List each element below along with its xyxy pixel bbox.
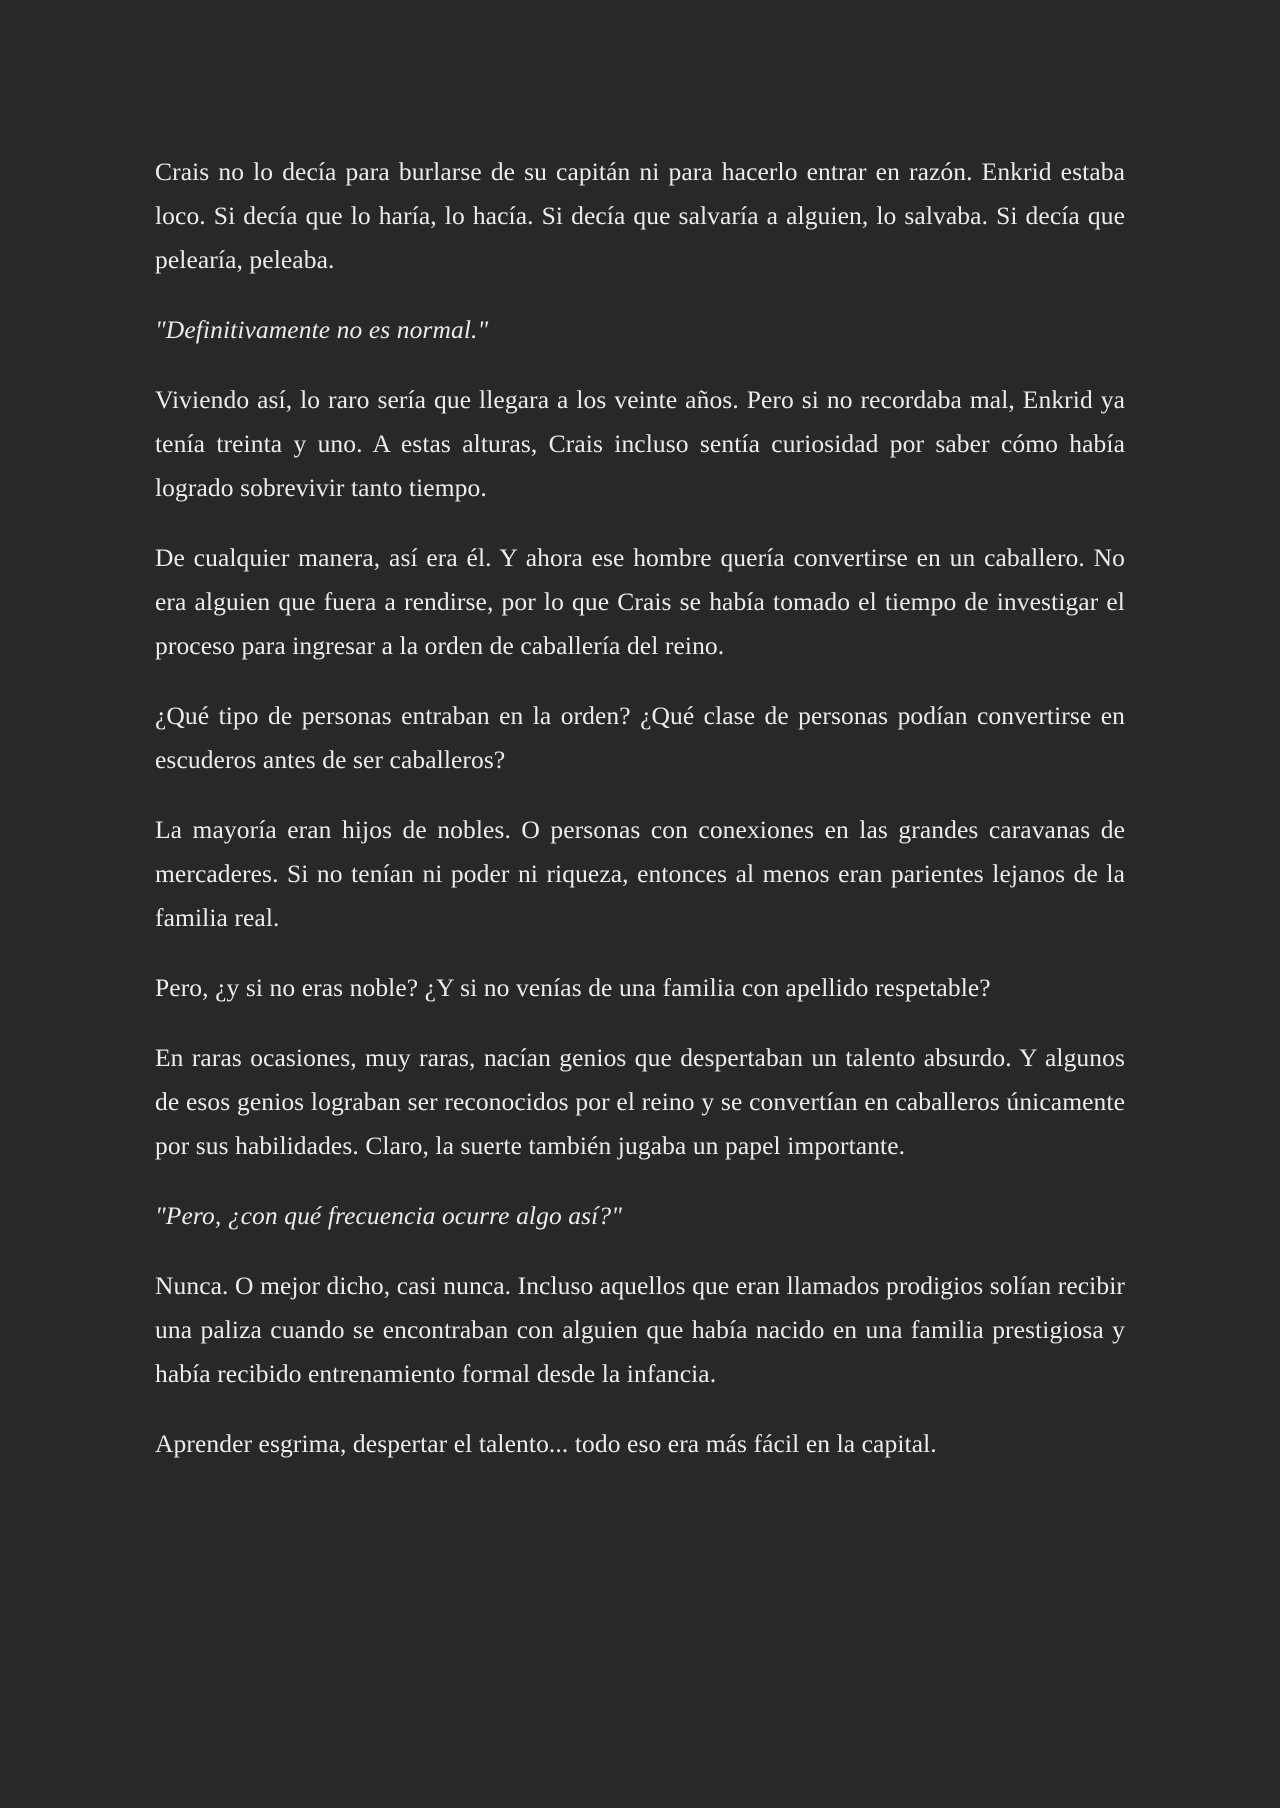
paragraph-dialogue: "Definitivamente no es normal." (155, 315, 489, 344)
paragraph: Crais no lo decía para burlarse de su capitán ni para hacerlo entrar en razón. Enkrid estaba loco. Si decía que lo haría, lo hacía. Si decía que salvaría a alguien, lo salvaba. Si decía que pelearía, peleaba. (155, 157, 1125, 274)
paragraph: ¿Qué tipo de personas entraban en la orden? ¿Qué clase de personas podían convertirse en escuderos antes de ser caballeros? (155, 701, 1125, 774)
paragraph: Nunca. O mejor dicho, casi nunca. Incluso aquellos que eran llamados prodigios solían recibir una paliza cuando se encontraban con alguien que había nacido en una familia prestigiosa y había recibido entrenamiento formal desde la infancia. (155, 1271, 1125, 1388)
paragraph: De cualquier manera, así era él. Y ahora ese hombre quería convertirse en un caballero. No era alguien que fuera a rendirse, por lo que Crais se había tomado el tiempo de investigar el proceso para ingresar a la orden de caballería del reino. (155, 543, 1125, 660)
paragraph: Aprender esgrima, despertar el talento... todo eso era más fácil en la capital. (155, 1429, 937, 1458)
paragraph: Viviendo así, lo raro sería que llegara a los veinte años. Pero si no recordaba mal, Enkrid ya tenía treinta y uno. A estas alturas, Crais incluso sentía curiosidad por saber cómo había logrado sobrevivir tanto tiempo. (155, 385, 1125, 502)
paragraph: La mayoría eran hijos de nobles. O personas con conexiones en las grandes caravanas de mercaderes. Si no tenían ni poder ni riqueza, entonces al menos eran parientes lejanos de la familia real. (155, 815, 1125, 932)
chapter-text (155, 150, 1125, 1466)
paragraph: En raras ocasiones, muy raras, nacían genios que despertaban un talento absurdo. Y algunos de esos genios lograban ser reconocidos por el reino y se convertían en caballeros únicamente por sus habilidades. Claro, la suerte también jugaba un papel importante. (155, 1043, 1125, 1160)
paragraph: Pero, ¿y si no eras noble? ¿Y si no venías de una familia con apellido respetable? (155, 973, 991, 1002)
paragraph-dialogue: "Pero, ¿con qué frecuencia ocurre algo así?" (155, 1201, 622, 1230)
